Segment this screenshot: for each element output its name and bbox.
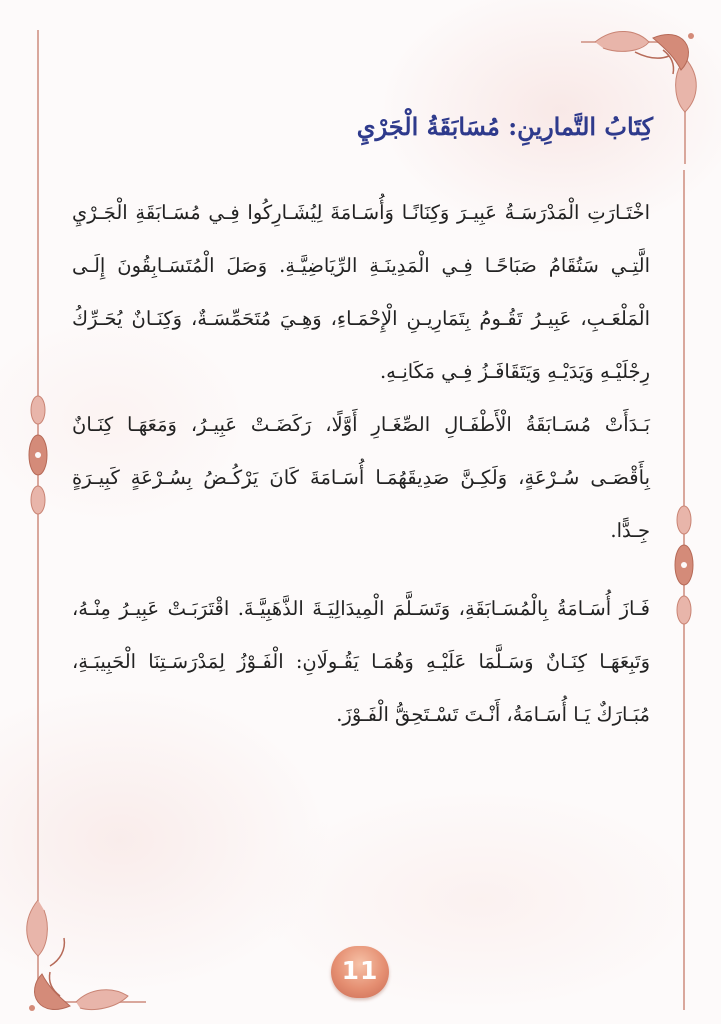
story-paragraph-3: فَـازَ أُسَـامَةُ بِالْمُسَـابَقَةِ، وَتَسَـلَّمَ الْمِيدَالِيَـةَ الذَّهَبِيَّـةَ. اقْتَرَبَـتْ عَبِيـرُ مِنْـهُ، وَتَبِعَهَـا كِنَـانٌ وَسَـلَّمَا عَلَيْـهِ وَهُمَـا يَقُـولَانِ: الْفَـوْزُ لِمَدْرَسَـتِنَا الْحَبِيبَـةِ، مُبَـارَكٌ يَـا أُسَـامَةُ، أَنْـتَ تَسْـتَحِقُّ الْفَـوْزَ. (72, 597, 650, 726)
side-ornament-right (670, 500, 698, 630)
corner-ornament-top-right (575, 28, 703, 168)
side-ornament-left (24, 390, 52, 520)
story-paragraph-1: اخْتَـارَتِ الْمَدْرَسَـةُ عَبِيـرَ وَكِنَانًـا وَأُسَـامَةَ لِيُشَـارِكُوا فِـي مُسَـابَقَةِ الْجَـرْيِ الَّتِـي سَتُقَامُ صَبَاحًـا فِـي الْمَدِينَـةِ الرِّيَاضِيَّـةِ. وَصَلَ الْمُتَسَـابِقُونَ إِلَـى الْمَلْعَـبِ، عَبِيـرُ تَقُـومُ بِتَمَارِيـنِ الْإِحْمَـاءِ، وَهِـيَ مُتَحَمِّسَـةٌ، وَكِنَـانٌ يُحَـرِّكُ رِجْلَيْـهِ وَيَدَيْـهِ وَيَتَقَافَـزُ فِـي مَكَانِـهِ. (72, 201, 650, 383)
story-paragraph-2: بَـدَأَتْ مُسَـابَقَةُ الْأَطْفَـالِ الصِّغَـارِ أَوَّلًا، رَكَضَـتْ عَبِيـرُ، وَمَعَهَـا كِنَـانٌ بِأَقْصَـى سُـرْعَةٍ، وَلَكِـنَّ صَدِيقَهُمَـا أُسَـامَةَ كَانَ يَرْكُـضُ بِسُـرْعَةٍ كَبِيـرَةٍ جِـدًّا. (72, 413, 650, 542)
page-title: كِتَابُ التَّمارِينِ: مُسَابَقَةُ الْجَرْيِ (356, 112, 653, 141)
page-number: 11 (341, 956, 379, 985)
page-number-badge (331, 946, 389, 998)
corner-ornament-bottom-left (20, 880, 150, 1015)
